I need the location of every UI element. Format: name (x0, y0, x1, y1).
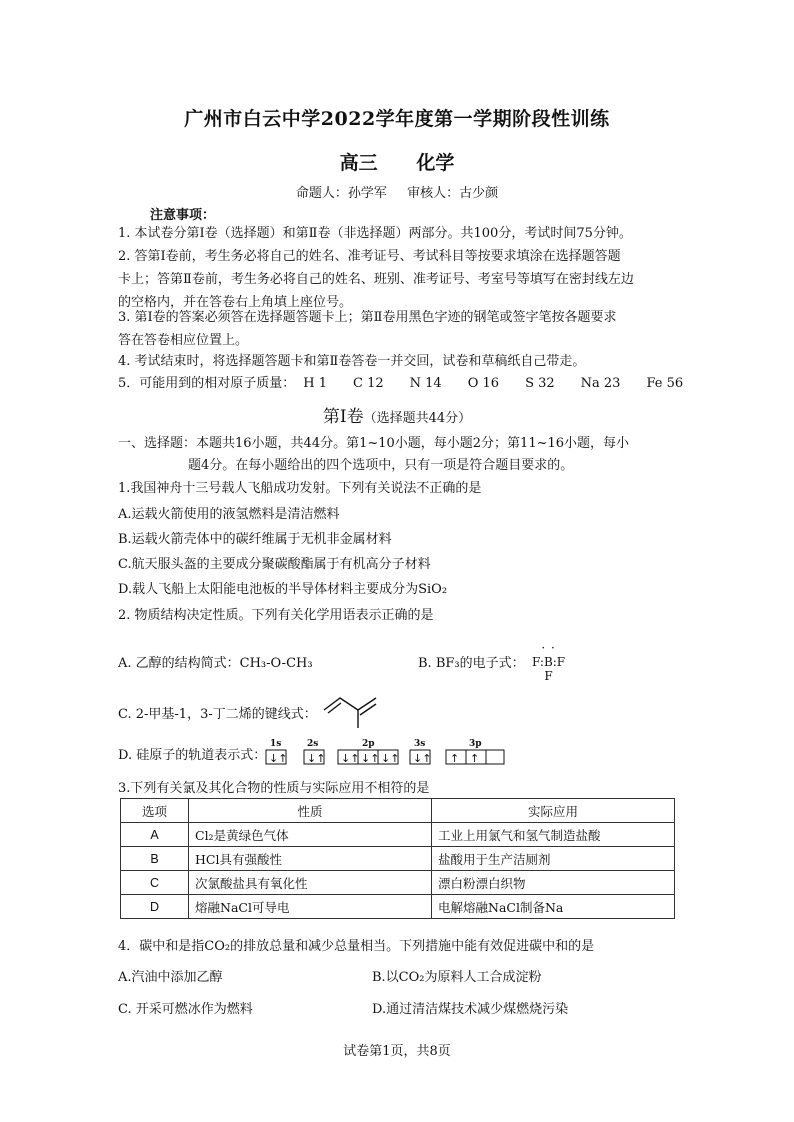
bf3-electron-formula (532, 641, 565, 683)
table-cell: 盐酸用于生产洁厕剂 (432, 847, 675, 871)
table-cell: D (121, 895, 189, 919)
author-label: 命题人：孙学军 (295, 186, 387, 201)
authors-line (0, 182, 794, 201)
page-footer: 试卷第1页，共8页 (343, 1044, 451, 1059)
section1-line2: 题4分。在每小题给出的四个选项中，只有一项是符合题目要求的。 (188, 458, 574, 473)
q3-table (120, 798, 675, 919)
notes-heading: 注意事项： (150, 208, 216, 223)
q4-stem: 4．碳中和是指CO₂的排放总量和减少总量相当。下列措施中能有效促进碳中和的是 (118, 939, 595, 954)
atom-mass: Na 23 (580, 376, 621, 391)
note-3-line1: 3. 第Ⅰ卷的答案必须答在选择题答题卡上；第Ⅱ卷用黑色字迹的钢笔或签字笔按各题要求 (118, 310, 617, 325)
table-cell: A (121, 823, 189, 847)
q2-stem: 2. 物质结构决定性质。下列有关化学用语表示正确的是 (118, 608, 434, 623)
table-cell: 次氯酸盐具有氧化性 (189, 871, 432, 895)
q2-option-a: A. 乙醇的结构简式：CH₃-O-CH₃ (118, 656, 313, 671)
svg-text:↑: ↑ (470, 752, 480, 765)
note-2-line2: 卡上；答第Ⅱ卷前，考生务必将自己的姓名、班别、准考证号、考室号等填写在密封线左边 (118, 272, 634, 287)
q1-option-a: A.运载火箭使用的液氢燃料是清洁燃料 (118, 507, 340, 522)
section1-line1: 一、选择题：本题共16小题，共44分。第1~10小题，每小题2分；第11~16小题，每小 (118, 436, 630, 451)
table-cell: 熔融NaCl可导电 (189, 895, 432, 919)
q1-stem: 1.我国神舟十三号载人飞船成功发射。下列有关说法不正确的是 (118, 481, 482, 496)
grade-label: 高三 (339, 152, 378, 174)
svg-text:↓↑: ↓↑ (361, 752, 380, 765)
note-4: 4. 考试结束时，将选择题答题卡和第Ⅱ卷答卷一并交回，试卷和草稿纸自己带走。 (118, 354, 586, 369)
orbital-label: 2s (307, 739, 319, 749)
note-3-line2: 答在答卷相应位置上。 (118, 333, 249, 348)
part1-note: （选择题共44分） (363, 411, 472, 426)
svg-text:↓↑: ↓↑ (413, 752, 432, 765)
orbital-label: 1s (270, 739, 282, 749)
orbital-label: 3s (414, 739, 426, 749)
svg-text:↓↑: ↓↑ (269, 752, 288, 765)
silicon-orbital-diagram (266, 750, 506, 766)
q1-option-c: C.航天服头盔的主要成分聚碳酸酯属于有机高分子材料 (118, 557, 431, 572)
svg-text:↓↑: ↓↑ (381, 752, 400, 765)
exam-title: 广州市白云中学2022学年度第一学期阶段性训练 (184, 108, 610, 130)
note-5-label: 5．可能用到的相对原子质量： (118, 376, 296, 391)
orbital-label: 3p (469, 739, 482, 749)
table-row (121, 871, 675, 895)
atom-mass: O 16 (467, 376, 500, 391)
reviewer-label: 审核人：古少颜 (407, 186, 499, 201)
part1-heading (0, 402, 794, 427)
table-cell: 漂白粉漂白织物 (432, 871, 675, 895)
q3-stem: 3.下列有关氯及其化合物的性质与实际应用不相符的是 (118, 781, 430, 796)
svg-text:↓↑: ↓↑ (341, 752, 360, 765)
svg-text:↓↑: ↓↑ (307, 752, 326, 765)
table-header-row (121, 799, 675, 823)
table-row (121, 895, 675, 919)
q2-option-d: D. 硅原子的轨道表示式： (118, 748, 267, 763)
subject-label: 化学 (416, 152, 455, 174)
q2-option-b: B. BF₃的电子式： (418, 656, 525, 671)
table-cell: 工业上用氯气和氢气制造盐酸 (432, 823, 675, 847)
note-2-line3: 的空格内，并在答卷右上角填上座位号。 (118, 295, 353, 310)
table-header: 实际应用 (432, 799, 675, 823)
note-1: 1. 本试卷分第Ⅰ卷（选择题）和第Ⅱ卷（非选择题）两部分。共100分，考试时间75分钟。 (118, 226, 632, 241)
note-5 (118, 372, 709, 391)
bf3-top: F:B:F (532, 655, 566, 669)
table-cell: Cl₂是黄绿色气体 (189, 823, 432, 847)
q4-option-d: D.通过清洁煤技术减少煤燃烧污染 (372, 1002, 569, 1017)
q4-option-b: B.以CO₂为原料人工合成淀粉 (372, 970, 542, 985)
q1-option-d: D.载人飞船上太阳能电池板的半导体材料主要成分为SiO₂ (118, 582, 448, 597)
isoprene-skeletal-formula (322, 690, 382, 730)
q4-option-c: C. 开采可燃冰作为燃料 (118, 1002, 253, 1017)
atom-mass: C 12 (353, 376, 384, 391)
note-2-line1: 2. 答第Ⅰ卷前，考生务必将自己的姓名、准考证号、考试科目等按要求填涂在选择题答题 (118, 249, 621, 264)
part1-title: 第Ⅰ卷 (322, 407, 364, 427)
bf3-bottom: F (544, 669, 553, 683)
table-cell: HCl具有强酸性 (189, 847, 432, 871)
q4-option-a: A.汽油中添加乙醇 (118, 970, 223, 985)
table-cell: 电解熔融NaCl制备Na (432, 895, 675, 919)
atom-mass: N 14 (409, 376, 442, 391)
table-header: 性质 (189, 799, 432, 823)
table-header: 选项 (121, 799, 189, 823)
atom-mass: H 1 (303, 376, 328, 391)
table-row (121, 823, 675, 847)
q2-option-c: C. 2-甲基-1，3-丁二烯的键线式： (118, 707, 317, 722)
table-cell: C (121, 871, 189, 895)
grade-subject (0, 148, 794, 175)
svg-text:↑: ↑ (450, 752, 460, 765)
table-row (121, 847, 675, 871)
atom-mass: Fe 56 (646, 376, 684, 391)
q1-option-b: B.运载火箭壳体中的碳纤维属于无机非金属材料 (118, 532, 392, 547)
orbital-label: 2p (362, 739, 375, 749)
atom-mass: S 32 (525, 376, 555, 391)
bf3-electron-dots: · · (541, 641, 556, 655)
table-cell: B (121, 847, 189, 871)
